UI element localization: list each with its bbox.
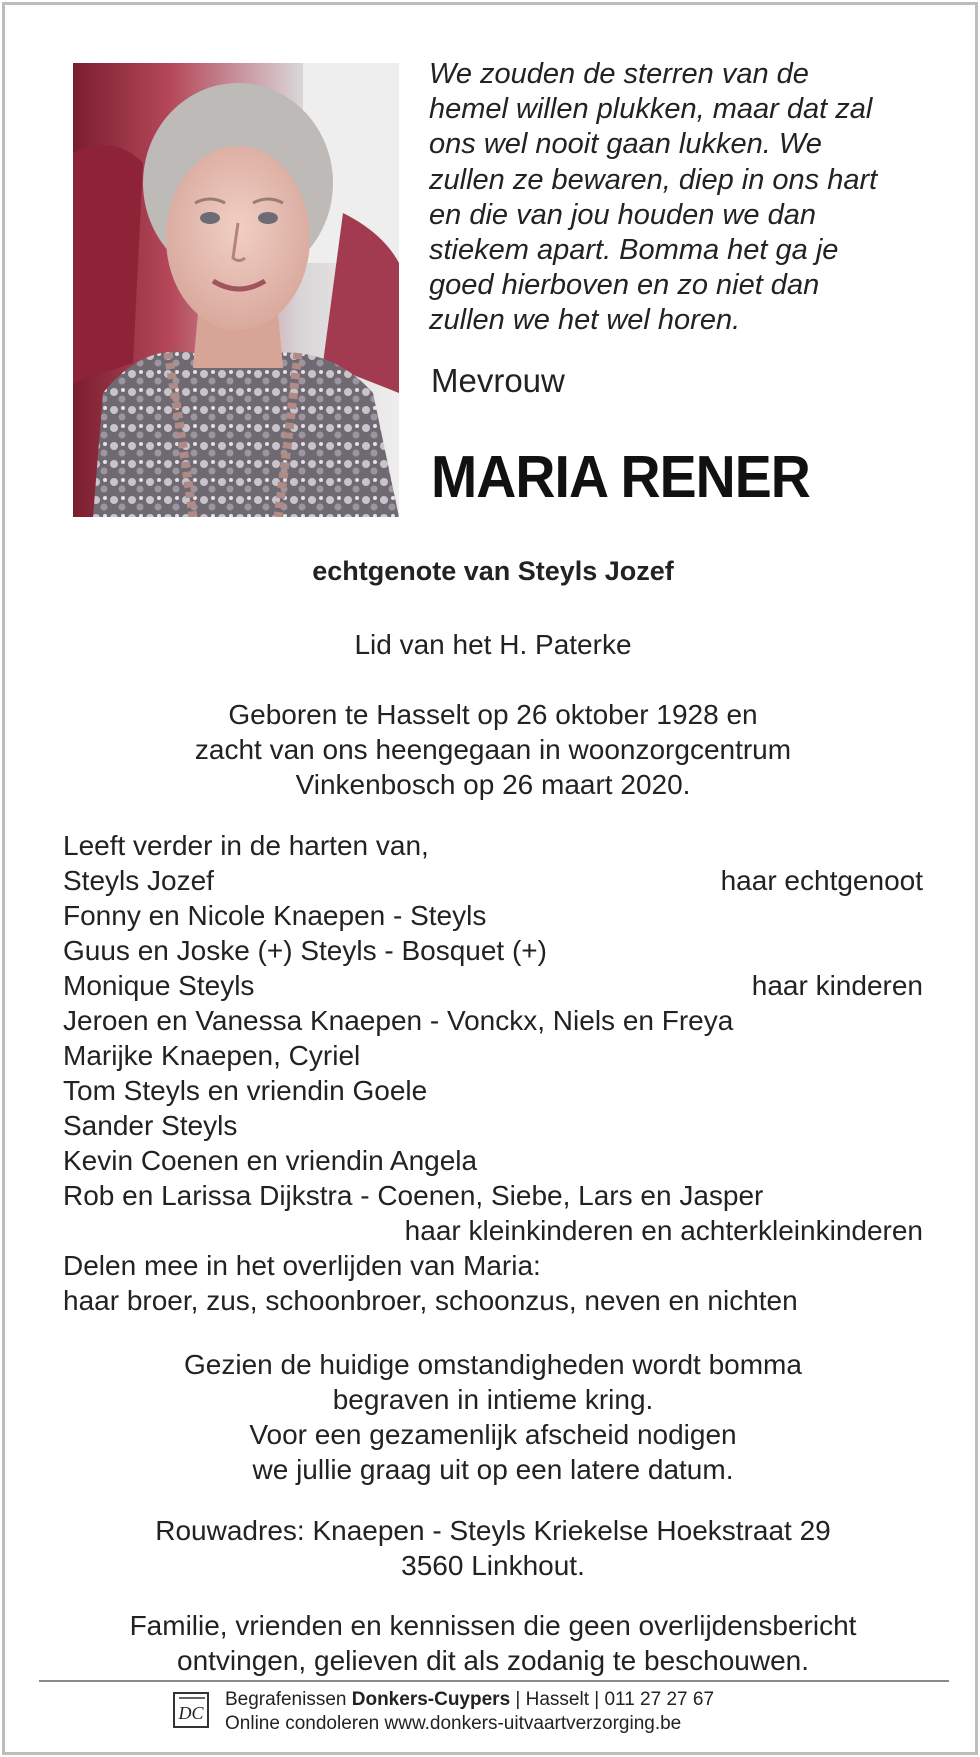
poem-line: zullen ze bewaren, diep in ons hart (429, 163, 878, 196)
family-row-grandchild: Sander Steyls (63, 1110, 238, 1141)
family-row-grandchild: Rob en Larissa Dijkstra - Coenen, Siebe, Lars en Jasper (63, 1180, 764, 1211)
poem-line: zullen we het wel horen. (429, 304, 741, 337)
family-row-child: Guus en Joske (+) Steyls - Bosquet (+) (63, 935, 547, 966)
poem-line: ons wel nooit gaan lukken. We (429, 128, 822, 161)
poem-line: hemel willen plukken, maar dat zal (429, 93, 873, 126)
deceased-name: MARIA RENER (431, 444, 810, 510)
family-intro: Leeft verder in de harten van, (63, 830, 429, 861)
spouse-of: echtgenote van Steyls Jozef (312, 556, 674, 586)
children-role: haar kinderen (751, 970, 923, 1001)
logo-letters: DC (178, 1703, 204, 1723)
spouse-name: Steyls Jozef (63, 865, 214, 896)
funeral-notice (5, 1347, 980, 1487)
family-row-child: Monique Steyls haar kinderen (63, 970, 923, 1001)
address-line: Rouwadres: Knaepen - Steyls Kriekelse Hoekstraat 29 (155, 1515, 831, 1546)
company-name: Donkers-Cuypers (351, 1689, 511, 1710)
membership: Lid van het H. Paterke (354, 629, 632, 660)
family-row-child: Fonny en Nicole Knaepen - Steyls (63, 900, 487, 931)
footer-info (225, 1688, 714, 1736)
funeral-line: we jullie graag uit op een latere datum. (252, 1454, 734, 1485)
portrait-illustration (73, 63, 399, 517)
birth-death-line: zacht van ons heengegaan in woonzorgcentrum (194, 734, 792, 765)
funeral-line: Voor een gezamenlijk afscheid nodigen (249, 1419, 737, 1450)
company-line: Begrafenissen Donkers-Cuypers | Hasselt | 011 27 27 67 (225, 1689, 715, 1710)
family-share-intro: Delen mee in het overlijden van Maria: (63, 1250, 541, 1281)
poem-line: stiekem apart. Bomma het ga je (429, 234, 839, 267)
birth-death-statement (5, 697, 980, 802)
address-line: 3560 Linkhout. (401, 1550, 585, 1581)
birth-death-line: Vinkenbosch op 26 maart 2020. (295, 769, 691, 800)
closing-line: ontvingen, gelieven dit als zodanig te beschouwen. (177, 1645, 809, 1676)
footer-divider (39, 1680, 949, 1682)
obituary-card (2, 2, 978, 1755)
family-row-grandchild: Jeroen en Vanessa Knaepen - Vonckx, Niels en Freya (63, 1005, 734, 1036)
mourning-address (5, 1513, 980, 1583)
funeral-line: Gezien de huidige omstandigheden wordt bomma (184, 1349, 802, 1380)
funeral-home-logo-icon (171, 1690, 211, 1730)
grandchildren-role: haar kleinkinderen en achterkleinkinderen (404, 1215, 923, 1246)
family-row-grandchildren-role (63, 1213, 923, 1248)
portrait-photo (73, 63, 399, 517)
poem-line: We zouden de sterren van de (429, 58, 809, 90)
poem (429, 57, 949, 339)
family-list (63, 828, 923, 1318)
family-row-grandchild: Marijke Knaepen, Cyriel (63, 1040, 361, 1071)
closing-line: Familie, vrienden en kennissen die geen overlijdensbericht (129, 1610, 857, 1641)
family-row-grandchild: Kevin Coenen en vriendin Angela (63, 1145, 478, 1176)
closing-note (5, 1608, 980, 1678)
family-row-spouse (63, 863, 923, 898)
family-row-grandchild: Tom Steyls en vriendin Goele (63, 1075, 428, 1106)
poem-line: goed hierboven en zo niet dan (429, 269, 820, 302)
online-condolence-link[interactable]: Online condoleren www.donkers-uitvaartverzorging.be (225, 1713, 682, 1734)
poem-line: en die van jou houden we dan (429, 198, 816, 231)
family-share-list: haar broer, zus, schoonbroer, schoonzus, neven en nichten (63, 1285, 798, 1316)
honorific: Mevrouw (431, 362, 565, 399)
spouse-role: haar echtgenoot (720, 865, 923, 896)
funeral-line: begraven in intieme kring. (332, 1384, 654, 1415)
birth-death-line: Geboren te Hasselt op 26 oktober 1928 en (228, 699, 758, 730)
